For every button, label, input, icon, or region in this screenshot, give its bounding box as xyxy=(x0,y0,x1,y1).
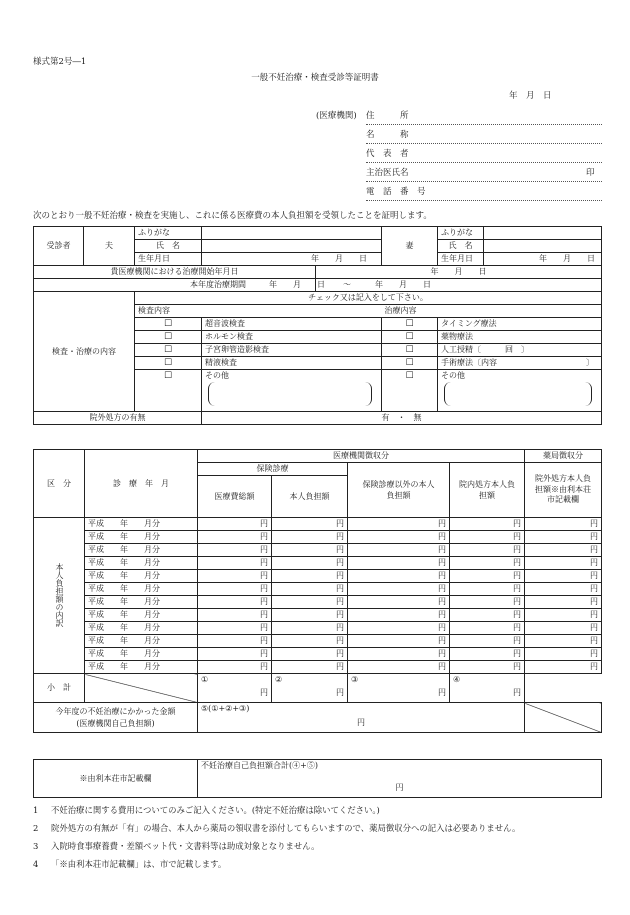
checkbox-surgery[interactable]: ☐ xyxy=(382,357,438,370)
husband-name-field[interactable] xyxy=(202,240,382,253)
exam-right-item: 薬物療法 xyxy=(438,331,602,344)
husband-name-label: 氏 名 xyxy=(135,240,202,253)
institution-label: (医療機関) xyxy=(316,111,357,121)
self-pay-cell[interactable]: 円 xyxy=(272,609,348,622)
month-cell[interactable]: 平成 年 月分 xyxy=(85,635,198,648)
patient-label: 受診者 xyxy=(34,227,84,266)
cost-table xyxy=(33,449,602,733)
num-1: ① xyxy=(201,675,209,684)
non-insured-cell[interactable]: 円 xyxy=(348,583,450,596)
cost-row xyxy=(34,635,602,648)
in-house-rx-head: 院内処方本人負担額 xyxy=(450,463,525,518)
outside-rx-cell[interactable]: 円 xyxy=(525,622,602,635)
self-pay-cell[interactable]: 円 xyxy=(272,622,348,635)
in-house-rx-cell[interactable]: 円 xyxy=(450,661,525,674)
city-total-label: 不妊治療自己負担額合計(④+⑤) xyxy=(201,761,318,770)
wife-label: 妻 xyxy=(382,227,438,266)
institution-rep-line[interactable] xyxy=(366,162,602,163)
month-cell[interactable]: 平成 年 月分 xyxy=(85,544,198,557)
checkbox-exam-other[interactable]: ☐ xyxy=(135,370,202,412)
treat-other-label: その他 xyxy=(441,371,465,380)
self-pay-cell[interactable]: 円 xyxy=(272,635,348,648)
note-num: 1 xyxy=(33,805,39,815)
wife-furigana-field[interactable] xyxy=(484,227,602,240)
self-pay-cell[interactable]: 円 xyxy=(272,518,348,531)
checkbox-semen[interactable]: ☐ xyxy=(135,357,202,370)
exam-right-item: タイミング療法 xyxy=(438,318,602,331)
city-table xyxy=(33,759,602,798)
self-pay-cell[interactable]: 円 xyxy=(272,544,348,557)
outside-rx-cell[interactable]: 円 xyxy=(525,661,602,674)
insured-group-head: 保険診療 xyxy=(198,463,348,476)
month-head: 診 療 年 月 xyxy=(85,450,198,518)
total-cost-cell[interactable]: 円 xyxy=(198,609,272,622)
wife-name-label: 氏 名 xyxy=(438,240,484,253)
form-title: 一般不妊治療・検査受診等証明書 xyxy=(251,73,379,83)
kubun-head: 区 分 xyxy=(34,450,85,518)
city-label: ※由利本荘市記載欄 xyxy=(34,760,198,798)
note-text: 「※由利本荘市記載欄」は、市で記載します。 xyxy=(51,859,227,869)
total-cost-cell[interactable]: 円 xyxy=(198,648,272,661)
total-cost-head: 医療費総額 xyxy=(198,476,272,518)
outside-rx-cell[interactable]: 円 xyxy=(525,570,602,583)
exam-other-label: その他 xyxy=(205,371,229,380)
yearly-label xyxy=(34,703,198,733)
institution-address-label: 住 所 xyxy=(366,111,409,121)
note-1 xyxy=(33,806,380,814)
exam-left-item: 子宮卵管造影検査 xyxy=(202,344,382,357)
total-cost-cell[interactable]: 円 xyxy=(198,583,272,596)
in-house-rx-cell[interactable]: 円 xyxy=(450,518,525,531)
total-cost-cell[interactable]: 円 xyxy=(198,661,272,674)
in-house-rx-cell[interactable]: 円 xyxy=(450,544,525,557)
period-from: 年 月 日 xyxy=(269,280,325,289)
checkbox-hormone[interactable]: ☐ xyxy=(135,331,202,344)
month-cell[interactable]: 平成 年 月分 xyxy=(85,570,198,583)
husband-birth-field[interactable]: 年 月 日 xyxy=(202,253,382,266)
institution-address-line[interactable] xyxy=(366,124,602,125)
checkbox-timing[interactable]: ☐ xyxy=(382,318,438,331)
doctor-line[interactable] xyxy=(366,181,602,182)
exam-left-item: 精液検査 xyxy=(202,357,382,370)
non-insured-cell[interactable]: 円 xyxy=(348,531,450,544)
period-label: 本年度治療期間 xyxy=(34,279,316,292)
month-cell[interactable]: 平成 年 月分 xyxy=(85,609,198,622)
outside-rx-cell[interactable]: 円 xyxy=(525,518,602,531)
non-insured-cell[interactable]: 円 xyxy=(348,518,450,531)
note-text: 入院時食事療養費・差額ベット代・文書料等は助成対象となりません。 xyxy=(51,841,320,851)
outside-rx-cell[interactable]: 円 xyxy=(525,557,602,570)
exam-left-item: 超音波検査 xyxy=(202,318,382,331)
exam-right-item xyxy=(438,357,602,370)
phone-label: 電 話 番 号 xyxy=(366,187,426,197)
month-cell[interactable]: 平成 年 月分 xyxy=(85,583,198,596)
outside-rx-cell[interactable]: 円 xyxy=(525,596,602,609)
patient-exam-table xyxy=(33,226,602,425)
in-house-rx-cell[interactable]: 円 xyxy=(450,648,525,661)
cost-rows xyxy=(34,518,602,674)
institution-group-head: 医療機関徴収分 xyxy=(198,450,525,463)
in-house-rx-cell[interactable]: 円 xyxy=(450,583,525,596)
yen: 円 xyxy=(438,688,446,697)
non-insured-cell[interactable]: 円 xyxy=(348,661,450,674)
checkbox-insemination[interactable]: ☐ xyxy=(382,344,438,357)
total-cost-cell[interactable]: 円 xyxy=(198,557,272,570)
cost-row xyxy=(34,583,602,596)
note-text: 不妊治療に関する費用についてのみご記入ください。(特定不妊治療は除いてください。) xyxy=(51,805,380,815)
self-pay-cell[interactable]: 円 xyxy=(272,661,348,674)
phone-line[interactable] xyxy=(366,200,602,201)
self-pay-cell[interactable]: 円 xyxy=(272,648,348,661)
in-house-rx-cell[interactable]: 円 xyxy=(450,557,525,570)
in-house-rx-cell[interactable]: 円 xyxy=(450,596,525,609)
form-number: 様式第2号―1 xyxy=(33,57,87,67)
self-pay-cell[interactable]: 円 xyxy=(272,557,348,570)
note-2 xyxy=(33,824,520,832)
row-group-text: 本人負担額の内訳 xyxy=(55,562,64,627)
pharmacy-group-head: 薬局徴収分 xyxy=(525,450,602,463)
outside-rx-label: 院外処方の有無 xyxy=(34,412,202,425)
period-field[interactable] xyxy=(269,279,602,292)
institution-rep-label: 代 表 者 xyxy=(366,149,409,159)
cost-row xyxy=(34,518,602,531)
exam-instruction: チェック又は記入をして下さい。 xyxy=(135,292,602,305)
wife-furigana-label: ふりがな xyxy=(438,227,484,240)
cost-row xyxy=(34,661,602,674)
certification-statement: 次のとおり一般不妊治療・検査を実施し、これに係る医療費の本人負担額を受領したことを証明します。 xyxy=(33,211,432,221)
subtotal-1[interactable] xyxy=(198,674,272,703)
total-cost-cell[interactable]: 円 xyxy=(198,531,272,544)
note-4 xyxy=(33,860,226,868)
self-pay-cell[interactable]: 円 xyxy=(272,570,348,583)
husband-furigana-label: ふりがな xyxy=(135,227,202,240)
in-house-rx-cell[interactable]: 円 xyxy=(450,531,525,544)
total-cost-cell[interactable]: 円 xyxy=(198,544,272,557)
month-cell[interactable]: 平成 年 月分 xyxy=(85,518,198,531)
total-cost-cell[interactable]: 円 xyxy=(198,622,272,635)
month-cell[interactable]: 平成 年 月分 xyxy=(85,648,198,661)
city-field[interactable] xyxy=(198,760,602,798)
institution-name-label: 名 称 xyxy=(366,130,409,140)
yen: 円 xyxy=(513,688,521,697)
num-4: ④ xyxy=(453,675,461,684)
checkbox-ultrasound[interactable]: ☐ xyxy=(135,318,202,331)
total-cost-cell[interactable]: 円 xyxy=(198,635,272,648)
month-cell[interactable]: 平成 年 月分 xyxy=(85,661,198,674)
non-insured-cell[interactable]: 円 xyxy=(348,635,450,648)
surgery-label: 手術療法〔内容 xyxy=(441,358,497,367)
in-house-rx-cell[interactable]: 円 xyxy=(450,570,525,583)
note-num: 3 xyxy=(33,841,39,851)
note-text: 院外処方の有無が「有」の場合、本人から薬局の領収書を添付してもらいますので、薬局徴収分への記入は必要ありません。 xyxy=(51,823,521,833)
cost-row xyxy=(34,609,602,622)
exam-left-head: 検査内容 xyxy=(135,305,382,318)
non-insured-cell[interactable]: 円 xyxy=(348,622,450,635)
outside-rx-choice[interactable]: 有 ・ 無 xyxy=(202,412,602,425)
row-group-label xyxy=(34,518,85,674)
outside-rx-cell[interactable]: 円 xyxy=(525,544,602,557)
cost-row xyxy=(34,544,602,557)
exam-right-head: 治療内容 xyxy=(382,305,602,318)
total-cost-cell[interactable]: 円 xyxy=(198,518,272,531)
non-insured-cell[interactable]: 円 xyxy=(348,609,450,622)
wife-birth-label: 生年月日 xyxy=(438,253,484,266)
seal-mark: 印 xyxy=(586,168,595,178)
doctor-label: 主治医氏名 xyxy=(366,168,409,178)
yen: 円 xyxy=(336,688,344,697)
exam-right-item: 人工授精〔 回 〕 xyxy=(438,344,602,357)
non-insured-cell[interactable]: 円 xyxy=(348,557,450,570)
note-num: 2 xyxy=(33,823,39,833)
num-2: ② xyxy=(275,675,283,684)
cost-row xyxy=(34,596,602,609)
non-insured-cell[interactable]: 円 xyxy=(348,596,450,609)
issue-date[interactable]: 年 月 日 xyxy=(509,91,552,101)
start-date-field[interactable]: 年 月 日 xyxy=(316,266,602,279)
subtotal-diagonal xyxy=(85,674,198,703)
subtotal-4[interactable] xyxy=(450,674,525,703)
checkbox-hsg[interactable]: ☐ xyxy=(135,344,202,357)
note-3 xyxy=(33,842,320,850)
bracket-close: 〕 xyxy=(586,358,594,367)
subtotal-3[interactable] xyxy=(348,674,450,703)
start-date-label: 貴医療機関における治療開始年月日 xyxy=(34,266,316,279)
cost-row xyxy=(34,648,602,661)
exam-other xyxy=(202,370,382,412)
num-3: ③ xyxy=(351,675,359,684)
subtotal-2[interactable] xyxy=(272,674,348,703)
total-cost-cell[interactable]: 円 xyxy=(198,596,272,609)
in-house-rx-cell[interactable]: 円 xyxy=(450,622,525,635)
total-cost-cell[interactable]: 円 xyxy=(198,570,272,583)
yearly-formula: ⑤(①+②+③) xyxy=(201,704,250,713)
yearly-diagonal xyxy=(525,703,602,733)
outside-rx-cell[interactable]: 円 xyxy=(525,531,602,544)
yearly-label-2: (医療機関自己負担額) xyxy=(76,718,155,728)
exam-other-field[interactable] xyxy=(208,382,372,406)
self-pay-cell[interactable]: 円 xyxy=(272,583,348,596)
outside-rx-cell[interactable]: 円 xyxy=(525,609,602,622)
wife-name-field[interactable] xyxy=(484,240,602,253)
self-pay-cell[interactable]: 円 xyxy=(272,596,348,609)
cost-row xyxy=(34,557,602,570)
outside-rx-cell[interactable]: 円 xyxy=(525,648,602,661)
period-to: 年 月 日 xyxy=(375,280,431,289)
month-cell[interactable]: 平成 年 月分 xyxy=(85,622,198,635)
self-pay-cell[interactable]: 円 xyxy=(272,531,348,544)
checkbox-drug[interactable]: ☐ xyxy=(382,331,438,344)
institution-name-line[interactable] xyxy=(366,143,602,144)
self-pay-head: 本人負担額 xyxy=(272,476,348,518)
treat-other xyxy=(438,370,602,412)
outside-rx-cell[interactable]: 円 xyxy=(525,583,602,596)
city-yen: 円 xyxy=(395,783,404,792)
husband-furigana-field[interactable] xyxy=(202,227,382,240)
outside-rx-head: 院外処方本人負担額※由利本荘市記載欄 xyxy=(525,463,602,518)
month-cell[interactable]: 平成 年 月分 xyxy=(85,596,198,609)
yearly-field[interactable] xyxy=(198,703,525,733)
checkbox-treat-other[interactable]: ☐ xyxy=(382,370,438,412)
non-insured-head: 保険診療以外の本人負担額 xyxy=(348,463,450,518)
in-house-rx-cell[interactable]: 円 xyxy=(450,609,525,622)
treat-other-field[interactable] xyxy=(444,382,592,406)
month-cell[interactable]: 平成 年 月分 xyxy=(85,531,198,544)
non-insured-cell[interactable]: 円 xyxy=(348,570,450,583)
exam-left-item: ホルモン検査 xyxy=(202,331,382,344)
in-house-rx-cell[interactable]: 円 xyxy=(450,635,525,648)
non-insured-cell[interactable]: 円 xyxy=(348,544,450,557)
note-num: 4 xyxy=(33,859,39,869)
cost-row xyxy=(34,622,602,635)
cost-row xyxy=(34,570,602,583)
yearly-label-1: 今年度の不妊治療にかかった金額 xyxy=(55,706,176,716)
cost-row xyxy=(34,531,602,544)
husband-birth-label: 生年月日 xyxy=(135,253,202,266)
wife-birth-field[interactable]: 年 月 日 xyxy=(484,253,602,266)
non-insured-cell[interactable]: 円 xyxy=(348,648,450,661)
exam-label: 検査・治療の内容 xyxy=(34,292,135,412)
subtotal-label: 小 計 xyxy=(34,674,85,703)
husband-label: 夫 xyxy=(84,227,135,266)
yearly-yen: 円 xyxy=(357,718,365,727)
period-tilde: ～ xyxy=(343,280,351,289)
yen: 円 xyxy=(260,688,268,697)
outside-rx-cell[interactable]: 円 xyxy=(525,635,602,648)
month-cell[interactable]: 平成 年 月分 xyxy=(85,557,198,570)
